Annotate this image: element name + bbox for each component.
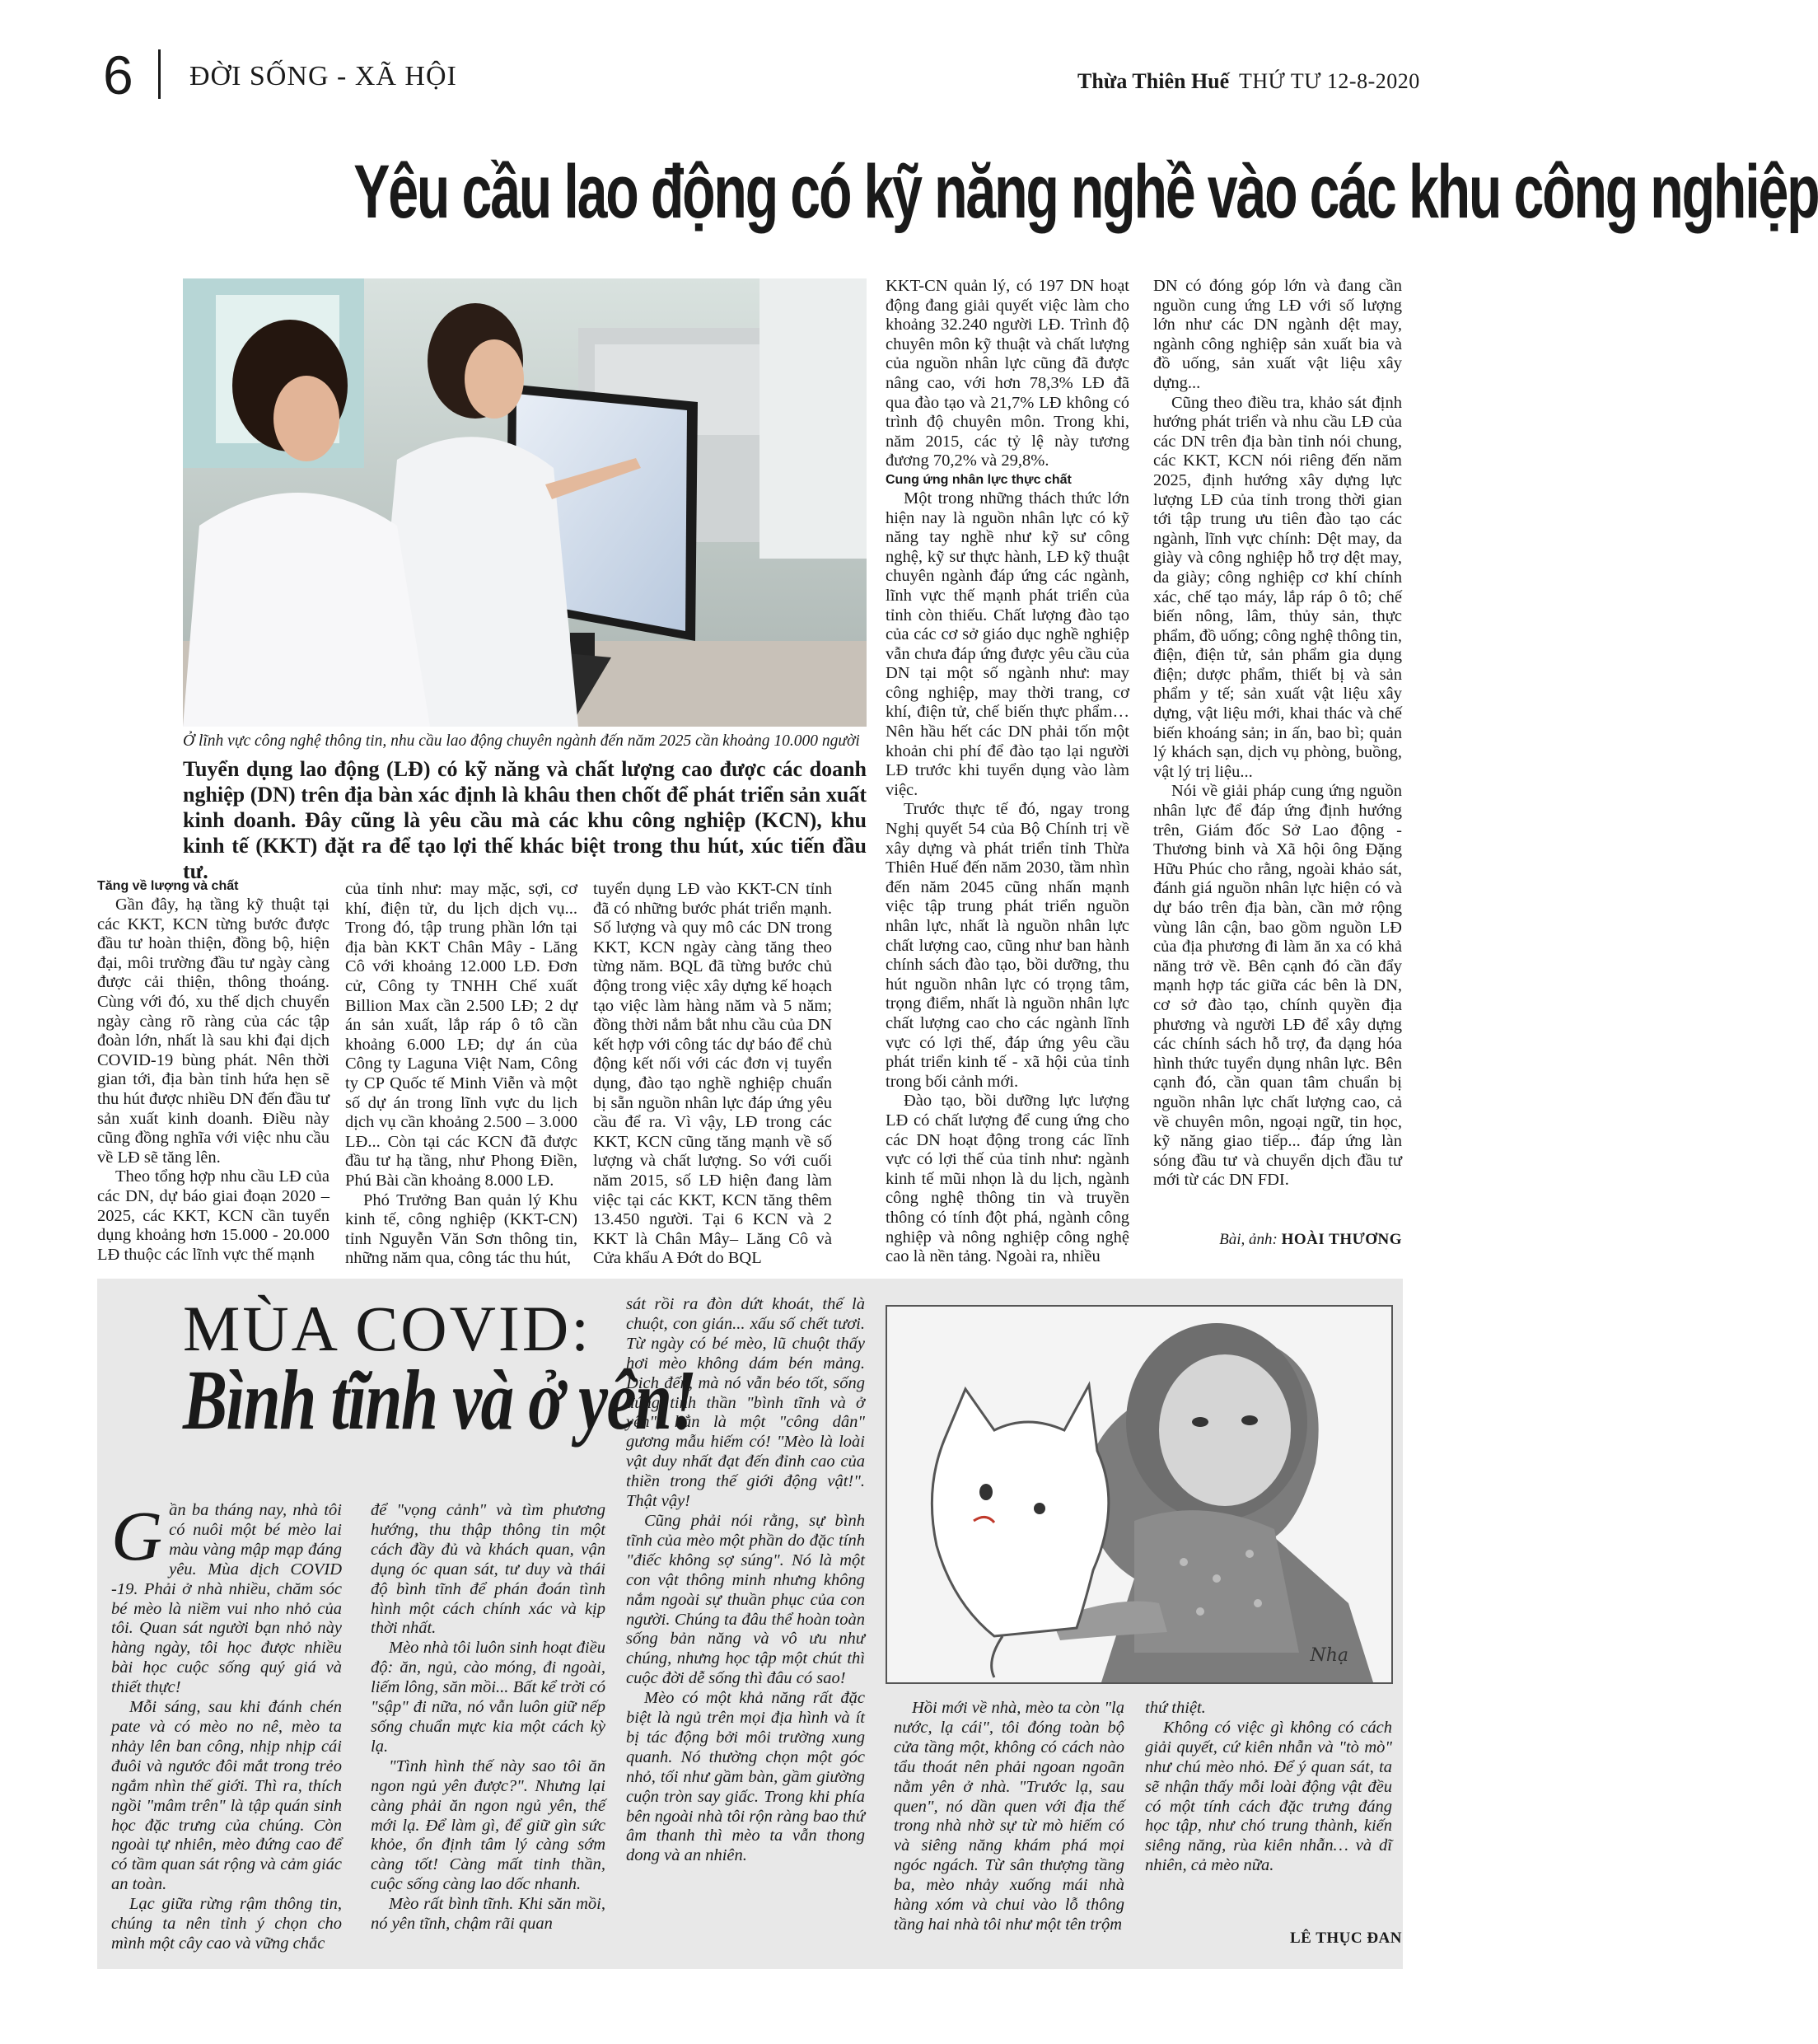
feature-title: Bình tĩnh và ở yên!	[183, 1353, 696, 1448]
paragraph: Mèo nhà tôi luôn sinh hoạt điều độ: ăn, ngủ, cào móng, đi ngoài, liếm lông, săn mồi... Bất kể trời có "sập" đi nữa, nó vẫn luôn giữ nếp sống chuẩn mực kia một cách kỳ lạ.	[371, 1639, 605, 1756]
article-headline: Yêu cầu lao động có kỹ năng nghề vào các khu công nghiệp	[353, 150, 1818, 234]
page-number: 6	[103, 44, 133, 105]
feature-column-1	[111, 1496, 342, 1954]
paragraph: tuyển dụng LĐ vào KKT-CN tỉnh đã có những bước phát triển mạnh. Số lượng và quy mô các DN trong KKT, KCN ngày càng tăng theo từng năm. BQL đã từng bước chủ động trong việc xây dựng kế hoạch tạo việc làm hàng năm và 5 năm; đồng thời nắm bắt nhu cầu của DN kết hợp với công tác dự báo để chủ động kết nối với các đơn vị tuyển dụng, đào tạo nghề nghiệp chuẩn bị sẵn nguồn nhân lực đáp ứng yêu cầu để ra. Vì vậy, LĐ trong các KKT, KCN cũng tăng mạnh về số lượng và chất lượng. So với cuối năm 2015, số LĐ hiện đang làm việc tại các KKT, KCN tăng thêm 13.450 người. Tại 6 KCN và 2 KKT là Chân Mây– Lăng Cô và Cửa khẩu A Đớt do BQL	[593, 880, 832, 1268]
paragraph: Lạc giữa rừng rậm thông tin, chúng ta nên tỉnh ý chọn cho mình một cây cao và vững chắc	[111, 1895, 342, 1953]
lab-computer-photo	[183, 278, 867, 727]
paragraph: Nói về giải pháp cung ứng nguồn nhân lực để đáp ứng định hướng trên, Giám đốc Sở Lao động - Thương binh và Xã hội ông Đặng Hữu Phúc cho rằng, ngoài khảo sát, đánh giá nguồn nhân lực hiện có và dự báo trên địa bàn, cần mở rộng vùng lân cận, bao gồm nguồn LĐ của địa phương đi làm ăn xa có khả năng trở về. Bên cạnh đó cần đẩy mạnh hợp tác giữa các bên là DN, cơ sở đào tạo, chính quyền địa phương và người LĐ để xây dựng các chính sách hỗ trợ, đa dạng hóa hình thức tuyển dụng nhân lực. Bên cạnh đó, cần quan tâm chuẩn bị nguồn nhân lực chất lượng cao, cả về chuyên môn, ngoại ngữ, tin học, kỹ năng giao tiếp... đáp ứng làn sóng đầu tư và chuyển dịch đầu tư mới từ các DN FDI.	[1153, 782, 1402, 1190]
paragraph: Hồi mới về nhà, mèo ta còn "lạ nước, lạ cái", tôi đóng toàn bộ cửa tầng một, không có cách nào tẩu thoát nên phải ngoan ngoãn nằm yên ở nhà. "Trước lạ, sau quen", nó dần quen với địa thế trong nhà nhờ sự từ mò hiếm có và siêng năng khám phá mọi ngóc ngách. Từ sân thượng tầng ba, mèo nhảy xuống mái nhà hàng xóm và chui vào lỗ thông tầng hai nhà tôi như một tên trộm	[894, 1699, 1124, 1934]
feature-column-3	[626, 1295, 865, 1866]
subheading: Cung ứng nhân lực thực chất	[886, 472, 1072, 487]
illustration-signature: Nhạ	[1310, 1645, 1348, 1666]
paragraph: DN có đóng góp lớn và đang cần nguồn cung ứng LĐ với số lượng lớn như các DN ngành dệt may, ngành công nghiệp sản xuất bia và đồ uống, sản xuất vật liệu xây dựng...	[1153, 277, 1402, 392]
feature-column-2	[371, 1501, 605, 1934]
subheading: Tăng về lượng và chất	[97, 879, 239, 893]
feature-column-4	[894, 1699, 1124, 1935]
article-column-4	[886, 277, 1129, 1267]
feature-kicker: MÙA COVID:	[183, 1293, 591, 1364]
photo-caption: Ở lĩnh vực công nghệ thông tin, nhu cầu lao động chuyên ngành đến năm 2025 cần khoảng 10.000 người	[183, 732, 860, 750]
paragraph: ần ba tháng nay, nhà tôi có nuôi một bé mèo lai màu vàng mập mạp đáng yêu. Mùa dịch COVID -19. Phải ở nhà nhiều, chăm sóc bé mèo là niềm vui nho nhỏ của tôi. Quan sát người bạn nhỏ này hàng ngày, tôi học được nhiều bài học cuộc sống quý giá và thiết thực!	[111, 1501, 342, 1697]
paragraph: Cũng theo điều tra, khảo sát định hướng phát triển và nhu cầu LĐ của các DN trên địa bàn tỉnh nói chung, các KKT, KCN nói riêng đến năm 2025, định hướng xây dựng lực lượng LĐ của tỉnh trong thời gian tới tập trung ưu tiên đào tạo các ngành, lĩnh vực chính: Dệt may, da giày và công nghiệp hỗ trợ dệt may, da giày; công nghiệp cơ khí chính xác, chế tạo máy, lắp ráp ô tô; chế biến nông, lâm, thủy sản, thực phẩm, đồ uống; công nghệ thông tin, điện, điện tử, sản phẩm gia dụng điện; dược phẩm, thiết bị và sản phẩm y tế; sản xuất vật liệu xây dựng, vật liệu mới, khai thác và chế biến khoáng sản; in ấn, bao bì; quản lý khách sạn, dịch vụ phòng, buồng, vật lý trị liệu...	[1153, 393, 1402, 781]
article-column-2	[345, 880, 577, 1269]
paragraph: của tỉnh như: may mặc, sợi, cơ khí, điện tử, du lịch dịch vụ... Trong đó, tập trung phần lớn tại địa bàn KKT Chân Mây - Lăng Cô với khoảng 12.000 LĐ. Đơn cử, Công ty TNHH Chế xuất Billion Max cần 2.500 LĐ; 2 dự án sản xuất, lắp ráp ô tô cần khoảng 6.000 LĐ; dự án của Công ty Laguna Việt Nam, Công ty CP Quốc tế Minh Viễn và một số dự án trong lĩnh vực du lịch dịch vụ cần khoảng 2.500 – 3.000 LĐ... Còn tại các KCN đã được đầu tư hạ tầng, như Phong Điền, Phú Bài cần khoảng 8.000 LĐ.	[345, 880, 577, 1190]
paragraph: Một trong những thách thức lớn hiện nay là nguồn nhân lực có kỹ năng tay nghề như kỹ sư công nghệ, kỹ sư thực hành, LĐ kỹ thuật chuyên ngành đáp ứng các ngành, lĩnh vực thế mạnh phát triển của tỉnh còn thiếu. Chất lượng đào tạo của các cơ sở giáo dục nghề nghiệp vẫn chưa đáp ứng được yêu cầu của DN tại một số ngành như: may công nghiệp, may thời trang, cơ khí, điện tử, chế biến thực phẩm… Nên hầu hết các DN phải tốn một khoản chi phí để đào tạo lại người LĐ trước khi tuyển dụng vào làm việc.	[886, 489, 1129, 799]
article-column-5	[1153, 277, 1402, 1190]
byline-author: HOÀI THƯƠNG	[1281, 1231, 1402, 1248]
article-column-3	[593, 880, 832, 1269]
section-title: ĐỜI SỐNG - XÃ HỘI	[189, 61, 457, 91]
header-divider	[158, 49, 161, 99]
article-lead: Tuyển dụng lao động (LĐ) có kỹ năng và chất lượng cao được các doanh nghiệp (DN) trên địa bàn xác định là khâu then chốt để phát triển sản xuất kinh doanh. Đây cũng là yêu cầu mà các khu công nghiệp (KCN), khu kinh tế (KKT) đặt ra để tạo lợi thế khác biệt trong thu hút, xúc tiến đầu tư.	[183, 757, 867, 883]
drop-cap: G	[111, 1496, 163, 1575]
issue-date: THỨ TƯ 12-8-2020	[1239, 69, 1420, 93]
paper-name: Thừa Thiên Huế	[1077, 69, 1230, 93]
paragraph: Đào tạo, bồi dưỡng lực lượng LĐ có chất lượng để cung ứng cho các DN hoạt động trong các lĩnh vực có lợi thế của tỉnh như: ngành kinh tế mũi nhọn là du lịch, ngành công nghệ thông tin và truyền thông có tính đột phá, ngành công nghiệp và nông nghiệp công nghệ cao là nền tảng. Ngoài ra, nhiều	[886, 1092, 1129, 1266]
feature-byline: LÊ THỤC ĐAN	[1289, 1929, 1402, 1947]
article-column-1	[97, 877, 329, 1265]
article-byline	[1153, 1231, 1402, 1249]
paragraph: Phó Trưởng Ban quản lý Khu kinh tế, công nghiệp (KKT-CN) tỉnh Nguyễn Văn Sơn thông tin, những năm qua, công tác thu hút,	[345, 1190, 577, 1268]
paragraph: Không có việc gì không có cách giải quyết, cứ kiên nhẫn và "tò mò" như chú mèo nhỏ. Để ý quan sát, ta sẽ nhận thấy mỗi loài động vật đều có một tính cách đặc trưng đáng học tập, như chó trung thành, kiến siêng năng, rùa kiên nhẫn… và dĩ nhiên, cả mèo nữa.	[1145, 1718, 1392, 1875]
article-photo	[183, 278, 867, 727]
byline-prefix: Bài, ảnh:	[1219, 1231, 1278, 1248]
cat-illustration	[886, 1305, 1393, 1684]
paragraph: sát rồi ra đòn dứt khoát, thế là chuột, con gián... xấu số chết tươi. Từ ngày có bé mèo, lũ chuột thấy hơi mèo không dám bén mảng. Dịch đến, mà nó vẫn béo tốt, sống đúng tinh thần "bình tĩnh và ở yên", hẳn là một "công dân" gương mẫu hiếm có! "Mèo là loài vật duy nhất đạt đến đỉnh cao của thiền trong thế giới động vật!". Thật vậy!	[626, 1295, 865, 1511]
paragraph: Gần đây, hạ tầng kỹ thuật tại các KKT, KCN từng bước được đầu tư hoàn thiện, đồng bộ, hiện đại, môi trường đầu tư ngày càng được cải thiện, thông thoáng. Cùng với đó, xu thế dịch chuyển ngày càng rõ ràng của các tập đoàn lớn, nhất là sau khi đại dịch COVID-19 bùng phát. Nên thời gian tới, địa bàn tỉnh hứa hẹn sẽ thu hút được nhiều DN đến đầu tư sản xuất kinh doanh. Điều này cũng đồng nghĩa với việc nhu cầu về LĐ sẽ tăng lên.	[97, 896, 329, 1167]
paragraph: Cũng phải nói rằng, sự bình tĩnh của mèo một phần do đặc tính "điếc không sợ súng". Nó là một con vật thông minh nhưng không nắm ngoài sự thuần phục của con người. Chúng ta đâu thể hoàn toàn sống bản năng và vô ưu như chúng, nhưng học tập một chút thì cuộc đời dễ sống thì đâu có sao!	[626, 1511, 865, 1688]
paragraph: KKT-CN quản lý, có 197 DN hoạt động đang giải quyết việc làm cho khoảng 32.240 người LĐ. Trình độ chuyên môn kỹ thuật và chất lượng của nguồn nhân lực cũng đã được nâng cao, với hơn 78,3% LĐ đã qua đào tạo và 21,7% LĐ không có trình độ chuyên môn. Trong khi, năm 2015, các tỷ lệ này tương đương 70,2% và 29,8%.	[886, 277, 1129, 470]
paragraph: Mỗi sáng, sau khi đánh chén pate và có mèo no nê, mèo ta nhảy lên ban công, nhịp nhịp cái đuôi và ngước đôi mắt trong trẻo ngắm nhìn thế giới. Thì ra, thích ngồi "mâm trên" là tập quán sinh học đặc trưng của chúng. Còn ngoài tự nhiên, mèo đứng cao để có tầm quan sát rộng và cảm giác an toàn.	[111, 1698, 342, 1894]
paragraph: Mèo có một khả năng rất đặc biệt là ngủ trên mọi địa hình và ít bị tác động bởi môi trường xung quanh. Nó thường chọn một góc nhỏ, tối như gầm bàn, gầm giường cuộn tròn say giấc. Trong khi phía bên ngoài nhà tôi rộn ràng bao thứ âm thanh thì mèo ta vẫn thong dong và an nhiên.	[626, 1689, 865, 1865]
paragraph: Trước thực tế đó, ngay trong Nghị quyết 54 của Bộ Chính trị về xây dựng và phát triển tỉnh Thừa Thiên Huế đến năm 2030, tầm nhìn đến năm 2045 cũng nhấn mạnh việc tập trung phát triển nguồn nhân lực, nhất là nguồn nhân lực chất lượng cao, cũng như ban hành chính sách đào tạo, bồi dưỡng, thu hút nguồn nhân lực có trọng tâm, trọng điểm, nhất là nguồn nhân lực chất lượng cao cho các ngành lĩnh vực có lợi thế, đáp ứng yêu cầu phát triển kinh tế - xã hội của tỉnh trong bối cảnh mới.	[886, 800, 1129, 1091]
paragraph: "Tình hình thế này sao tôi ăn ngon ngủ yên được?". Nhưng lại càng phải ăn ngon ngủ yên, thế mới lạ. Để làm gì, để giữ gìn sức khỏe, ổn định tâm lý càng sớm càng tốt! Càng mất tinh thần, cuộc sống càng lao dốc nhanh.	[371, 1756, 605, 1894]
cat-and-girl-drawing	[887, 1307, 1391, 1682]
paragraph: để "vọng cảnh" và tìm phương hướng, thu thập thông tin một cách đầy đủ và khách quan, vận dụng óc quan sát, tư duy và thái độ bình tĩnh để phán đoán tình hình một cách chính xác và kịp thời nhất.	[371, 1501, 605, 1638]
feature-column-5	[1145, 1699, 1392, 1876]
paragraph: Theo tổng hợp nhu cầu LĐ của các DN, dự báo giai đoạn 2020 – 2025, các KKT, KCN cần tuyển dụng khoảng hơn 15.000 - 20.000 LĐ thuộc các lĩnh vực thế mạnh	[97, 1167, 329, 1264]
paragraph: thứ thiệt.	[1145, 1699, 1206, 1717]
paragraph: Mèo rất bình tĩnh. Khi săn mồi, nó yên tĩnh, chậm rãi quan	[371, 1895, 605, 1934]
